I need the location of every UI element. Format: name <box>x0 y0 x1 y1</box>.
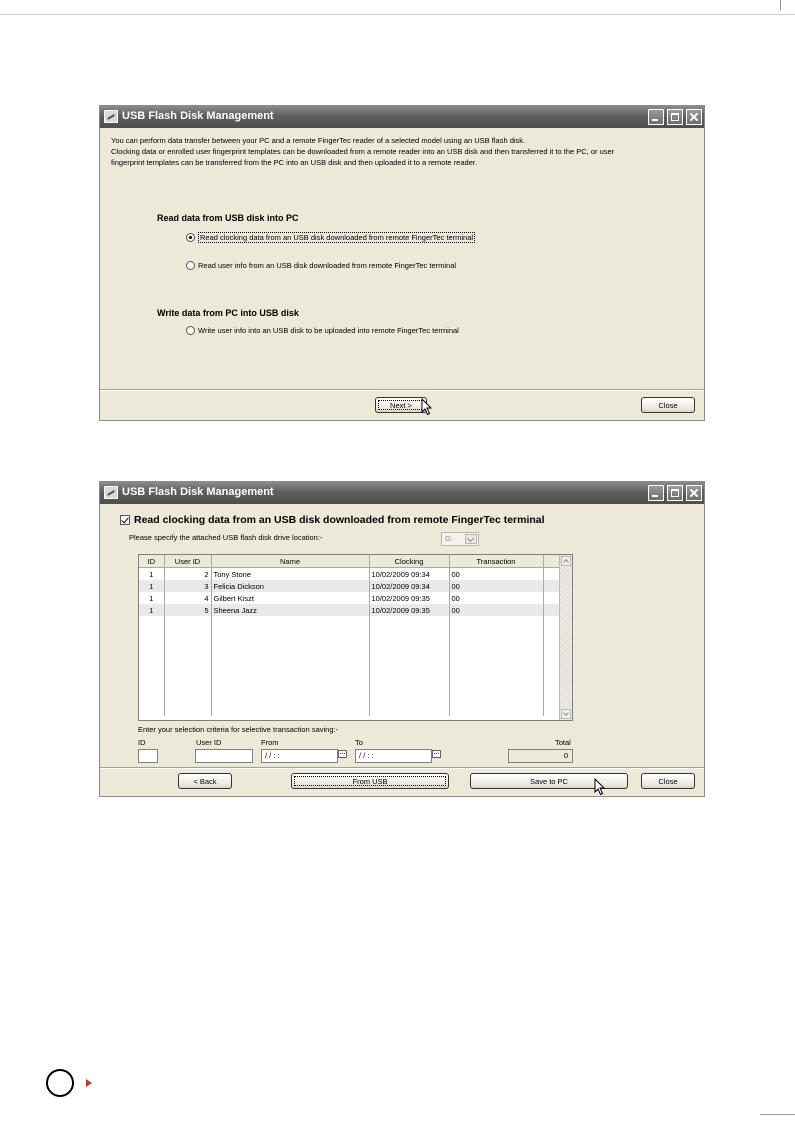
usb-app-icon <box>104 110 118 123</box>
from-usb-button[interactable]: From USB <box>291 773 449 789</box>
usb-app-icon <box>104 486 118 499</box>
drive-prompt: Please specify the attached USB flash disk drive location:- <box>129 533 323 542</box>
page-top-mark <box>780 0 781 10</box>
calendar-icon[interactable] <box>338 750 347 758</box>
back-button[interactable]: < Back <box>178 773 232 789</box>
page-top-rule <box>0 14 795 15</box>
write-section-heading: Write data from PC into USB disk <box>157 308 299 318</box>
next-button[interactable]: Next > <box>375 397 427 413</box>
total-label: Total <box>555 738 571 747</box>
title-bar[interactable] <box>100 482 704 504</box>
column-header-id[interactable]: ID <box>139 555 164 568</box>
option-read-clocking[interactable]: Read clocking data from an USB disk downloaded from remote FingerTec terminal <box>186 232 475 243</box>
table-row[interactable]: 1 3 Felicia Dickson 10/02/2009 09:34 00 <box>139 580 560 592</box>
close-icon[interactable] <box>686 485 702 501</box>
page-bottom-rule <box>760 1114 795 1115</box>
column-header-user-id[interactable]: User ID <box>164 555 211 568</box>
option-read-user[interactable]: Read user info from an USB disk downloaded from remote FingerTec terminal <box>186 261 456 270</box>
option-write-user[interactable]: Write user info into an USB disk to be uploaded into remote FingerTec terminal <box>186 326 459 335</box>
clocking-table <box>139 555 561 716</box>
close-button[interactable]: Close <box>641 773 695 789</box>
close-icon[interactable] <box>686 109 702 125</box>
vertical-scrollbar[interactable] <box>559 555 572 720</box>
window-title: USB Flash Disk Management <box>122 486 274 498</box>
table-row[interactable]: 1 4 Gilbert Kiszt 10/02/2009 09:35 00 <box>139 592 560 604</box>
id-filter-label: ID <box>138 738 146 747</box>
scroll-up-icon[interactable] <box>561 556 571 566</box>
to-date-input[interactable]: / / : : <box>355 749 432 763</box>
clocking-data-grid[interactable] <box>138 554 573 721</box>
criteria-label: Enter your selection criteria for selective transaction saving:- <box>138 725 339 734</box>
column-header-clocking[interactable]: Clocking <box>369 555 449 568</box>
page-marker-triangle-icon <box>86 1079 92 1087</box>
radio-button[interactable] <box>186 326 195 335</box>
read-section-heading: Read data from USB disk into PC <box>157 213 299 223</box>
id-filter-input[interactable] <box>138 749 158 763</box>
scroll-down-icon[interactable] <box>561 709 571 719</box>
usb-wizard-window-step1 <box>99 105 705 421</box>
to-filter-label: To <box>355 738 363 747</box>
column-header-name[interactable]: Name <box>211 555 369 568</box>
minimize-icon[interactable] <box>648 109 664 125</box>
radio-button-checked[interactable] <box>186 233 195 242</box>
close-button[interactable]: Close <box>641 397 695 413</box>
wizard-description: You can perform data transfer between your PC and a remote FingerTec reader of a selected model using an USB flash disk. Clocking data or enrolled user fingerprint templates can be downloaded from a remote reader into an USB disk and then transferred it to the PC, or user fingerprint templates can be transferred from the PC into an USB disk and then uploaded it to a remote reader. <box>111 136 615 167</box>
footer-separator <box>100 389 704 391</box>
maximize-icon[interactable] <box>667 109 683 125</box>
dropdown-arrow-icon[interactable] <box>465 534 477 544</box>
column-header-transaction[interactable]: Transaction <box>449 555 543 568</box>
read-clocking-checkbox[interactable] <box>120 515 130 525</box>
title-bar[interactable] <box>100 106 704 128</box>
table-row[interactable]: 1 5 Sheena Jazz 10/02/2009 09:35 00 <box>139 604 560 616</box>
window-title: USB Flash Disk Management <box>122 110 274 122</box>
table-header-row <box>139 555 560 568</box>
drive-select[interactable]: G: <box>441 532 479 546</box>
from-date-input[interactable]: / / : : <box>261 749 338 763</box>
user-id-filter-label: User ID <box>196 738 222 747</box>
user-id-filter-input[interactable] <box>195 749 253 763</box>
table-row[interactable]: 1 2 Tony Stone 10/02/2009 09:34 00 <box>139 568 560 581</box>
from-filter-label: From <box>261 738 279 747</box>
maximize-icon[interactable] <box>667 485 683 501</box>
total-value: 0 <box>508 749 573 763</box>
minimize-icon[interactable] <box>648 485 664 501</box>
radio-button[interactable] <box>186 261 195 270</box>
calendar-icon[interactable] <box>432 750 441 758</box>
usb-wizard-window-step2 <box>99 481 705 797</box>
footer-separator <box>100 767 704 769</box>
save-to-pc-button[interactable]: Save to PC <box>470 773 628 789</box>
step-heading: Read clocking data from an USB disk downloaded from remote FingerTec terminal <box>134 514 545 526</box>
page-number-circle <box>46 1069 74 1097</box>
table-empty-area <box>139 616 560 716</box>
